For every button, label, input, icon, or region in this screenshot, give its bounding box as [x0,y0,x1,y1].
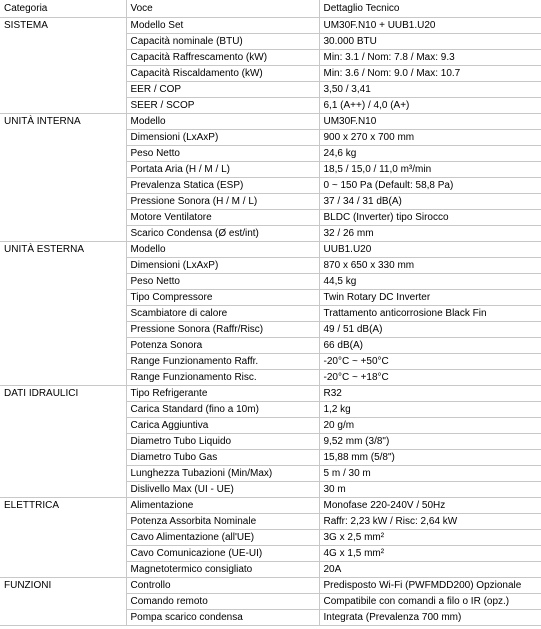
cell-dettaglio: 4G x 1,5 mm² [319,546,541,562]
cell-categoria [0,402,126,418]
cell-dettaglio: 0 ~ 150 Pa (Default: 58,8 Pa) [319,178,541,194]
cell-categoria [0,274,126,290]
table-row [0,546,541,562]
table-row [0,50,541,66]
cell-categoria [0,562,126,578]
table-row [0,290,541,306]
table-row [0,418,541,434]
cell-categoria: FUNZIONI [0,578,126,594]
table-row [0,146,541,162]
table-row [0,130,541,146]
cell-dettaglio: 66 dB(A) [319,338,541,354]
cell-dettaglio: 9,52 mm (3/8") [319,434,541,450]
cell-categoria: SISTEMA [0,18,126,34]
cell-dettaglio: 3G x 2,5 mm² [319,530,541,546]
table-row [0,98,541,114]
cell-categoria [0,354,126,370]
cell-voce: Pressione Sonora (H / M / L) [126,194,319,210]
cell-categoria: ELETTRICA [0,498,126,514]
cell-categoria [0,130,126,146]
cell-dettaglio: 32 / 26 mm [319,226,541,242]
cell-voce: Modello [126,114,319,130]
cell-dettaglio: UM30F.N10 [319,114,541,130]
table-row [0,450,541,466]
cell-categoria [0,82,126,98]
cell-voce: Pompa scarico condensa [126,610,319,626]
cell-voce: Tipo Refrigerante [126,386,319,402]
table-row [0,194,541,210]
cell-voce: Diametro Tubo Gas [126,450,319,466]
cell-voce: Portata Aria (H / M / L) [126,162,319,178]
cell-categoria: UNITÀ INTERNA [0,114,126,130]
header-categoria: Categoria [0,0,126,18]
cell-dettaglio: -20°C ~ +18°C [319,370,541,386]
cell-voce: Capacità nominale (BTU) [126,34,319,50]
cell-categoria [0,290,126,306]
cell-dettaglio: Compatibile con comandi a filo o IR (opz.) [319,594,541,610]
cell-categoria [0,418,126,434]
cell-voce: Potenza Sonora [126,338,319,354]
cell-dettaglio: 30.000 BTU [319,34,541,50]
table-row [0,338,541,354]
cell-categoria [0,466,126,482]
cell-dettaglio: Min: 3.6 / Nom: 9.0 / Max: 10.7 [319,66,541,82]
cell-dettaglio: 20A [319,562,541,578]
cell-voce: Motore Ventilatore [126,210,319,226]
table-row [0,242,541,258]
cell-categoria [0,146,126,162]
cell-dettaglio: 1,2 kg [319,402,541,418]
table-row [0,530,541,546]
table-row [0,274,541,290]
cell-dettaglio: 44,5 kg [319,274,541,290]
cell-categoria [0,514,126,530]
header-row [0,0,541,18]
table-row [0,162,541,178]
cell-voce: SEER / SCOP [126,98,319,114]
table-row [0,370,541,386]
cell-dettaglio: 5 m / 30 m [319,466,541,482]
cell-voce: Pressione Sonora (Raffr/Risc) [126,322,319,338]
cell-voce: Range Funzionamento Raffr. [126,354,319,370]
table-row [0,386,541,402]
cell-voce: Cavo Comunicazione (UE-UI) [126,546,319,562]
table-row [0,402,541,418]
table-row [0,578,541,594]
table-row [0,178,541,194]
table-row [0,354,541,370]
cell-voce: Dimensioni (LxAxP) [126,258,319,274]
cell-voce: Carica Aggiuntiva [126,418,319,434]
table-row [0,514,541,530]
cell-dettaglio: Twin Rotary DC Inverter [319,290,541,306]
cell-categoria [0,66,126,82]
cell-categoria [0,178,126,194]
cell-dettaglio: Raffr: 2,23 kW / Risc: 2,64 kW [319,514,541,530]
cell-categoria [0,34,126,50]
cell-dettaglio: UUB1.U20 [319,242,541,258]
cell-categoria [0,530,126,546]
cell-voce: Peso Netto [126,274,319,290]
cell-voce: Carica Standard (fino a 10m) [126,402,319,418]
cell-dettaglio: 18,5 / 15,0 / 11,0 m³/min [319,162,541,178]
cell-categoria [0,50,126,66]
cell-voce: Modello Set [126,18,319,34]
cell-voce: Lunghezza Tubazioni (Min/Max) [126,466,319,482]
cell-categoria [0,98,126,114]
cell-dettaglio: 6,1 (A++) / 4,0 (A+) [319,98,541,114]
cell-categoria [0,258,126,274]
table-row [0,66,541,82]
cell-categoria [0,162,126,178]
cell-dettaglio: 30 m [319,482,541,498]
table-row [0,210,541,226]
table-row [0,82,541,98]
table-row [0,482,541,498]
table-row [0,18,541,34]
cell-voce: Range Funzionamento Risc. [126,370,319,386]
cell-dettaglio: 37 / 34 / 31 dB(A) [319,194,541,210]
table-row [0,434,541,450]
cell-voce: Cavo Alimentazione (all'UE) [126,530,319,546]
cell-voce: Tipo Compressore [126,290,319,306]
cell-categoria: DATI IDRAULICI [0,386,126,402]
cell-dettaglio: BLDC (Inverter) tipo Sirocco [319,210,541,226]
cell-categoria [0,370,126,386]
cell-categoria [0,434,126,450]
cell-voce: Magnetotermico consigliato [126,562,319,578]
header-voce: Voce [126,0,319,18]
cell-voce: EER / COP [126,82,319,98]
table-row [0,306,541,322]
cell-categoria [0,226,126,242]
cell-categoria [0,546,126,562]
cell-categoria [0,210,126,226]
cell-dettaglio: -20°C ~ +50°C [319,354,541,370]
cell-voce: Modello [126,242,319,258]
cell-categoria [0,322,126,338]
cell-categoria [0,610,126,626]
table-row [0,226,541,242]
cell-dettaglio: R32 [319,386,541,402]
cell-voce: Capacità Raffrescamento (kW) [126,50,319,66]
table-row [0,34,541,50]
cell-voce: Prevalenza Statica (ESP) [126,178,319,194]
cell-dettaglio: 3,50 / 3,41 [319,82,541,98]
cell-voce: Peso Netto [126,146,319,162]
table-row [0,594,541,610]
cell-voce: Potenza Assorbita Nominale [126,514,319,530]
cell-voce: Dimensioni (LxAxP) [126,130,319,146]
cell-categoria [0,482,126,498]
cell-voce: Scarico Condensa (Ø est/int) [126,226,319,242]
cell-voce: Comando remoto [126,594,319,610]
cell-categoria [0,450,126,466]
table-row [0,498,541,514]
cell-dettaglio: Integrata (Prevalenza 700 mm) [319,610,541,626]
cell-dettaglio: 24,6 kg [319,146,541,162]
cell-dettaglio: 20 g/m [319,418,541,434]
cell-dettaglio: 49 / 51 dB(A) [319,322,541,338]
table-row [0,466,541,482]
cell-dettaglio: Trattamento anticorrosione Black Fin [319,306,541,322]
cell-categoria: UNITÀ ESTERNA [0,242,126,258]
cell-voce: Capacità Riscaldamento (kW) [126,66,319,82]
cell-dettaglio: UM30F.N10 + UUB1.U20 [319,18,541,34]
cell-categoria [0,194,126,210]
cell-voce: Diametro Tubo Liquido [126,434,319,450]
table-row [0,610,541,626]
table-row [0,258,541,274]
header-dettaglio: Dettaglio Tecnico [323,3,400,14]
cell-dettaglio: Predisposto Wi-Fi (PWFMDD200) Opzionale [319,578,541,594]
cell-voce: Dislivello Max (UI - UE) [126,482,319,498]
cell-dettaglio: Min: 3.1 / Nom: 7.8 / Max: 9.3 [319,50,541,66]
cell-voce: Scambiatore di calore [126,306,319,322]
table-row [0,562,541,578]
cell-categoria [0,338,126,354]
cell-dettaglio: 870 x 650 x 330 mm [319,258,541,274]
table-row [0,114,541,130]
cell-voce: Alimentazione [126,498,319,514]
cell-categoria [0,594,126,610]
cell-categoria [0,306,126,322]
cell-dettaglio: 15,88 mm (5/8") [319,450,541,466]
cell-voce: Controllo [126,578,319,594]
cell-dettaglio: 900 x 270 x 700 mm [319,130,541,146]
cell-dettaglio: Monofase 220-240V / 50Hz [319,498,541,514]
table-row [0,322,541,338]
